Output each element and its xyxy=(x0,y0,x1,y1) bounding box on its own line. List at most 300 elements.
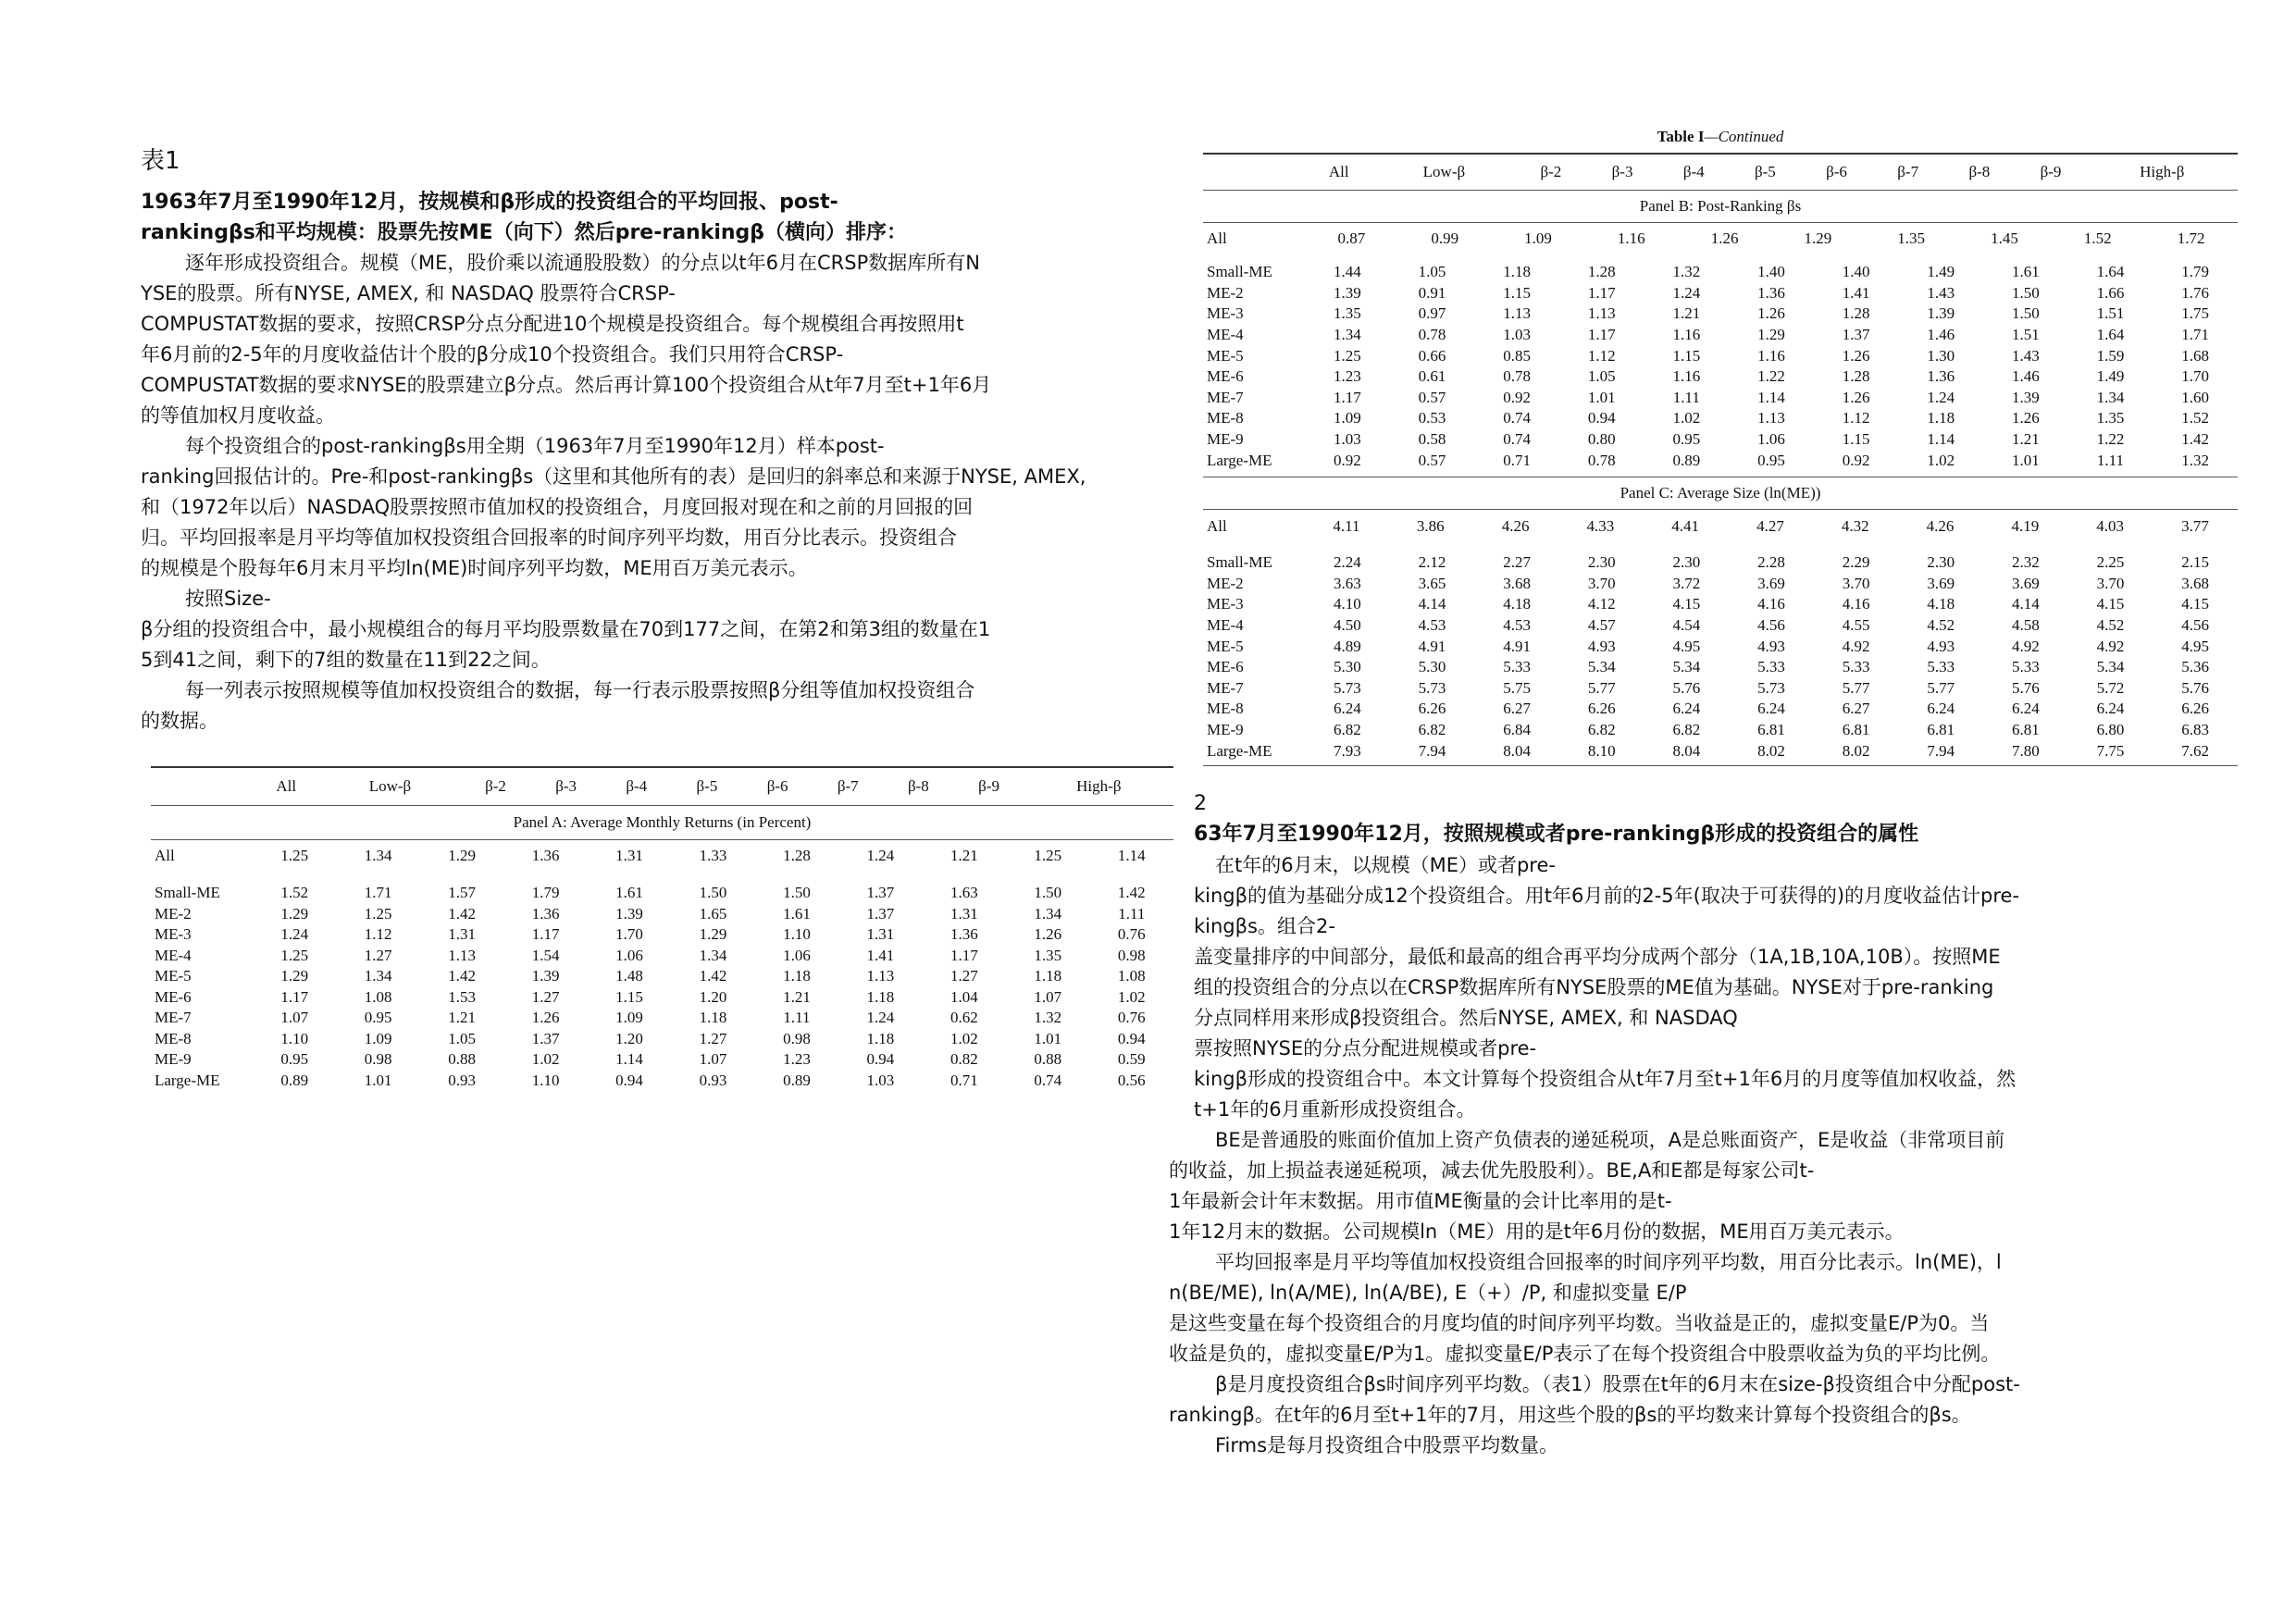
table-cell: 5.33 xyxy=(1757,658,1785,676)
table-cell: 4.95 xyxy=(1672,637,1701,655)
table-cell: 1.09 xyxy=(1333,409,1361,427)
table-cell: 5.33 xyxy=(1927,658,1955,676)
table-cell: 1.39 xyxy=(1927,304,1955,323)
table-cell: 4.55 xyxy=(1842,616,1870,635)
table-cell: 4.91 xyxy=(1418,637,1446,655)
table-cell: 1.26 xyxy=(1842,346,1870,365)
table-cell: 2.30 xyxy=(1587,553,1616,572)
table2-label: 2 xyxy=(1194,792,1207,815)
table-row xyxy=(1203,740,2238,762)
table-cell: 5.33 xyxy=(2011,658,2040,676)
table-cell: 1.04 xyxy=(949,987,978,1006)
column-header: β-8 xyxy=(908,777,929,795)
text-line: 逐年形成投资组合。规模（ME，股价乘以流通股股数）的分点以t年6月在CRSP数据库所有N xyxy=(185,252,980,274)
table-row xyxy=(1203,283,2238,304)
table-cell: 0.94 xyxy=(866,1050,895,1069)
table-cell: 1.26 xyxy=(1710,229,1739,247)
table-cell: 1.24 xyxy=(280,925,309,944)
table-cell: 0.71 xyxy=(949,1071,978,1089)
table-cell: 1.15 xyxy=(1503,283,1531,302)
table-cell: 0.94 xyxy=(615,1071,643,1089)
text-line: 1年12月末的数据。公司规模ln（ME）用的是t年6月份的数据，ME用百万美元表示。 xyxy=(1169,1220,1905,1243)
table-cell: 1.12 xyxy=(364,925,392,944)
table-row xyxy=(1203,408,2238,429)
table-cell: 1.79 xyxy=(2181,263,2209,281)
table-cell: 0.92 xyxy=(1842,451,1870,469)
row-label: ME-3 xyxy=(155,925,192,944)
table-cell: 1.63 xyxy=(949,884,978,902)
table-cell: 0.76 xyxy=(1117,925,1146,944)
table-cell: 1.54 xyxy=(531,946,560,964)
table-cell: 0.57 xyxy=(1418,451,1446,469)
table-cell: 1.50 xyxy=(1034,884,1062,902)
table-cell: 1.39 xyxy=(1333,283,1361,302)
column-header: All xyxy=(1328,163,1349,180)
table-cell: 1.08 xyxy=(1117,967,1146,985)
row-label: ME-2 xyxy=(1207,283,1244,302)
table-cell: 0.74 xyxy=(1034,1071,1062,1089)
column-header: β-9 xyxy=(2040,163,2062,180)
text-line: Firms是每月投资组合中股票平均数量。 xyxy=(1215,1434,1559,1456)
column-header: β-8 xyxy=(1968,163,1991,180)
table-cell: 1.17 xyxy=(949,946,978,964)
table-cell: 5.77 xyxy=(1927,678,1955,697)
table-cell: 1.14 xyxy=(615,1050,643,1069)
table-row xyxy=(1203,429,2238,451)
text-line: 在t年的6月末，以规模（ME）或者pre- xyxy=(1215,854,1556,876)
table-cell: 1.13 xyxy=(866,967,895,985)
table-cell: 1.66 xyxy=(2096,283,2125,302)
text-line: BE是普通股的账面价值加上资产负债表的递延税项，A是总账面资产，E是收益（非常项目前 xyxy=(1215,1129,2005,1151)
row-label: ME-2 xyxy=(1207,574,1244,592)
table-cell: 1.75 xyxy=(2181,304,2209,323)
table-cell: 1.34 xyxy=(364,847,392,864)
table-cell: 5.76 xyxy=(2181,678,2209,697)
table-cell: 6.24 xyxy=(1927,700,1955,718)
table-cell: 5.77 xyxy=(1842,678,1870,697)
table-cell: 1.52 xyxy=(2083,229,2112,247)
table-cell: 1.31 xyxy=(866,925,895,944)
table-cell: 1.64 xyxy=(2096,326,2125,344)
table-cell: 3.65 xyxy=(1418,574,1446,592)
table-cell: 1.02 xyxy=(1117,987,1146,1006)
row-label: Large-ME xyxy=(1207,451,1272,469)
table-cell: 0.74 xyxy=(1503,430,1531,449)
table-cell: 4.57 xyxy=(1587,616,1616,635)
table-cell: 6.24 xyxy=(1757,700,1785,718)
table-row xyxy=(1203,325,2238,346)
table-cell: 1.53 xyxy=(448,987,476,1006)
table-cell: 1.29 xyxy=(280,904,309,923)
row-label: Small-ME xyxy=(155,884,220,902)
table-cell: 1.72 xyxy=(2177,229,2205,247)
table-cell: 1.35 xyxy=(1897,229,1926,247)
table-cell: 1.31 xyxy=(949,904,978,923)
table-cell: 1.06 xyxy=(615,946,643,964)
table-cell: 6.81 xyxy=(1927,720,1955,738)
column-header: β-5 xyxy=(1754,163,1776,180)
table-cell: 1.18 xyxy=(1034,967,1062,985)
row-label: Large-ME xyxy=(1207,741,1272,760)
panel-b-rows-body xyxy=(1203,262,2238,471)
table-cell: 6.26 xyxy=(2181,700,2209,718)
table-cell: 2.30 xyxy=(1927,553,1955,572)
table-cell: 0.61 xyxy=(1418,367,1446,386)
table-title xyxy=(141,187,1159,248)
table-cell: 1.29 xyxy=(1804,229,1832,247)
table-cell: 4.03 xyxy=(2096,516,2125,535)
text-line: COMPUSTAT数据的要求NYSE的股票建立β分点。然后再计算100个投资组合从t年7月至t+1年6月 xyxy=(141,374,992,396)
table-cell: 5.76 xyxy=(2011,678,2040,697)
table-cell: 4.56 xyxy=(1757,616,1785,635)
text-line: 按照Size- xyxy=(185,588,271,610)
table-cell: 5.30 xyxy=(1418,658,1446,676)
title-line: 1963年7月至1990年12月，按规模和β形成的投资组合的平均回报、post- xyxy=(141,191,838,214)
table-cell: 1.36 xyxy=(531,904,560,923)
table-cell: 1.35 xyxy=(1034,946,1062,964)
table-cell: 1.50 xyxy=(2011,283,2040,302)
table-cell: 4.10 xyxy=(1333,595,1361,613)
table-cell: 2.24 xyxy=(1333,553,1361,572)
table-cell: 1.44 xyxy=(1333,263,1361,281)
text-line: 5到41之间，剩下的7组的数量在11到22之间。 xyxy=(141,649,551,671)
table-cell: 1.17 xyxy=(1587,283,1616,302)
row-label: ME-6 xyxy=(1207,658,1244,676)
table-cell: 1.20 xyxy=(615,1029,643,1047)
table-cell: 5.73 xyxy=(1418,678,1446,697)
table-cell: 4.11 xyxy=(1333,516,1360,535)
table-cell: 5.75 xyxy=(1503,678,1531,697)
table-cell: 0.95 xyxy=(364,1009,392,1027)
table-cell: 1.27 xyxy=(364,946,392,964)
table-cell: 4.53 xyxy=(1418,616,1446,635)
table-cell: 2.12 xyxy=(1418,553,1446,572)
table-cell: 1.18 xyxy=(699,1009,727,1027)
table-cell: 4.16 xyxy=(1757,595,1785,613)
table-cell: 1.05 xyxy=(1587,367,1616,386)
table-row xyxy=(151,987,1173,1009)
table-cell: 1.52 xyxy=(2181,409,2209,427)
table-cell: 1.57 xyxy=(448,884,476,902)
table-cell: 1.64 xyxy=(2096,263,2125,281)
table-cell: 6.24 xyxy=(1333,700,1361,718)
table-cell: 1.70 xyxy=(615,925,643,944)
table-cell: 1.13 xyxy=(448,946,476,964)
table-cell: 4.14 xyxy=(2011,595,2040,613)
table-cell: 1.42 xyxy=(699,967,727,985)
table-cell: 1.34 xyxy=(2096,388,2125,406)
table-row xyxy=(1203,450,2238,471)
text-line: 的规模是个股每年6月末月平均ln(ME)时间序列平均数，ME用百万美元表示。 xyxy=(141,557,808,579)
text-line: kingβs。组合2- xyxy=(1194,915,1335,937)
table-cell: 1.15 xyxy=(1842,430,1870,449)
text-line: 每个投资组合的post-rankingβs用全期（1963年7月至1990年12月）样本post- xyxy=(185,435,885,457)
table-cell: 1.10 xyxy=(531,1071,560,1089)
table-cell: 1.23 xyxy=(1333,367,1361,386)
table-cell: 1.49 xyxy=(2096,367,2125,386)
table-cell: 2.25 xyxy=(2096,553,2125,572)
table-row xyxy=(1203,366,2238,388)
table-cell: 3.69 xyxy=(1927,574,1955,592)
table-cell: 1.61 xyxy=(783,904,811,923)
table-row xyxy=(1203,262,2238,283)
table-cell: 7.62 xyxy=(2181,741,2209,760)
table-cell: 1.42 xyxy=(2181,430,2209,449)
table-cell: 1.14 xyxy=(1927,430,1955,449)
table-cell: 0.80 xyxy=(1587,430,1616,449)
row-label: ME-6 xyxy=(155,987,192,1006)
table-cell: 1.34 xyxy=(1034,904,1062,923)
table-cell: 1.10 xyxy=(783,925,811,944)
table-cell: 0.93 xyxy=(699,1071,727,1089)
table-cell: 1.25 xyxy=(280,946,309,964)
table-cell: 1.79 xyxy=(531,884,560,902)
table-cell: 1.01 xyxy=(2011,451,2040,469)
panel-a-title: Panel A: Average Monthly Returns (in Percent) xyxy=(513,813,812,831)
table-cell: 1.24 xyxy=(1672,283,1701,302)
table-cell: 1.22 xyxy=(1757,367,1785,386)
table-cell: 1.29 xyxy=(1757,326,1785,344)
table-cell: 1.26 xyxy=(1842,388,1870,406)
text-line: kingβ形成的投资组合中。本文计算每个投资组合从t年7月至t+1年6月的月度等值加权收益，然 xyxy=(1194,1068,2017,1090)
table-cell: 1.14 xyxy=(1757,388,1785,406)
table-cell: 1.12 xyxy=(1587,346,1616,365)
table-cell: 1.32 xyxy=(1034,1009,1062,1027)
table-cell: 1.17 xyxy=(280,987,309,1006)
table-cell: 4.93 xyxy=(1587,637,1616,655)
table-cell: 1.02 xyxy=(949,1029,978,1047)
text-line: 平均回报率是月平均等值加权投资组合回报率的时间序列平均数，用百分比表示。ln(ME)，l xyxy=(1215,1251,2002,1273)
caption-bold: Table I xyxy=(1657,128,1705,145)
row-label: ME-5 xyxy=(155,967,192,985)
table-row xyxy=(151,946,1173,967)
table-cell: 1.15 xyxy=(1672,346,1701,365)
table-cell: 1.11 xyxy=(783,1009,811,1027)
table-cell: 1.24 xyxy=(866,1009,895,1027)
table-cell: 4.93 xyxy=(1927,637,1955,655)
table-cell: 1.34 xyxy=(364,967,392,985)
text-line: 年6月前的2-5年的月度收益估计个股的β分成10个投资组合。我们只用符合CRSP- xyxy=(141,343,844,365)
panel-a-rows-body xyxy=(151,883,1173,1091)
table-cell: 1.35 xyxy=(2096,409,2125,427)
table-cell: 6.26 xyxy=(1587,700,1616,718)
table-cell: 1.27 xyxy=(699,1029,727,1047)
table-cell: 1.17 xyxy=(1587,326,1616,344)
table-cell: 1.25 xyxy=(1034,847,1062,864)
text-line: 1年最新会计年末数据。用市值ME衡量的会计比率用的是t- xyxy=(1169,1190,1672,1212)
panel-b-all-body xyxy=(1203,223,2238,254)
table-cell: 1.37 xyxy=(866,884,895,902)
caption-italic: —Continued xyxy=(1704,128,1784,145)
row-label: All xyxy=(155,847,175,864)
table-row xyxy=(151,1008,1173,1029)
table-cell: 1.42 xyxy=(1117,884,1146,902)
table-cell: 1.31 xyxy=(448,925,476,944)
table-cell: 5.33 xyxy=(1842,658,1870,676)
table-row xyxy=(1203,552,2238,574)
table-cell: 1.65 xyxy=(699,904,727,923)
table-cell: 2.30 xyxy=(1672,553,1701,572)
table-cell: 4.15 xyxy=(1672,595,1701,613)
table-cell: 1.21 xyxy=(1672,304,1701,323)
table-cell: 1.28 xyxy=(1842,367,1870,386)
table-cell: 4.93 xyxy=(1757,637,1785,655)
table-cell: 4.53 xyxy=(1503,616,1531,635)
table-cell: 1.14 xyxy=(1117,847,1146,864)
table-cell: 6.26 xyxy=(1418,700,1446,718)
table-cell: 0.74 xyxy=(1503,409,1531,427)
table-cell: 1.16 xyxy=(1757,346,1785,365)
table-cell: 1.33 xyxy=(699,847,727,864)
table-cell: 1.29 xyxy=(448,847,476,864)
table-cell: 1.42 xyxy=(448,904,476,923)
table-continued-caption xyxy=(1203,128,2238,146)
row-label: ME-8 xyxy=(155,1029,192,1047)
panel-bc-table xyxy=(1203,153,2238,766)
text-line: 收益是负的，虚拟变量E/P为1。虚拟变量E/P表示了在每个投资组合中股票收益为负的平均比例。 xyxy=(1169,1343,2001,1365)
table-cell: 1.37 xyxy=(1842,326,1870,344)
table-row xyxy=(1203,304,2238,325)
table-cell: 1.02 xyxy=(531,1050,560,1069)
table-cell: 6.24 xyxy=(2096,700,2125,718)
table-cell: 1.13 xyxy=(1587,304,1616,323)
column-header: β-6 xyxy=(1826,163,1847,180)
row-label: ME-5 xyxy=(1207,637,1244,655)
table-row xyxy=(1203,574,2238,595)
table-cell: 2.32 xyxy=(2011,553,2040,572)
table-row xyxy=(151,1029,1173,1050)
table-cell: 3.70 xyxy=(1842,574,1870,592)
table-cell: 4.56 xyxy=(2181,616,2209,635)
text-line: 的等值加权月度收益。 xyxy=(141,404,335,427)
row-label: ME-3 xyxy=(1207,304,1244,323)
table-cell: 1.76 xyxy=(2181,283,2209,302)
table-cell: 7.80 xyxy=(2011,741,2040,760)
table-cell: 1.45 xyxy=(1991,229,2018,247)
column-header: Low-β xyxy=(368,777,412,795)
table-cell: 4.26 xyxy=(1926,516,1955,535)
table-cell: 1.51 xyxy=(2096,304,2125,323)
table-cell: 1.37 xyxy=(531,1029,560,1047)
text-line: t+1年的6月重新形成投资组合。 xyxy=(1194,1098,1476,1121)
table-cell: 1.03 xyxy=(866,1071,895,1089)
table-cell: 1.37 xyxy=(866,904,895,923)
text-line: 的数据。 xyxy=(141,710,218,732)
table-cell: 1.16 xyxy=(1617,229,1645,247)
table-cell: 6.81 xyxy=(1842,720,1870,738)
table-cell: 3.70 xyxy=(1587,574,1616,592)
table-cell: 4.52 xyxy=(1927,616,1955,635)
table-cell: 1.49 xyxy=(1927,263,1955,281)
table-cell: 7.93 xyxy=(1333,741,1361,760)
table-cell: 1.52 xyxy=(280,884,309,902)
table-cell: 7.94 xyxy=(1927,741,1955,760)
table-cell: 1.01 xyxy=(1034,1029,1062,1047)
table-cell: 4.26 xyxy=(1501,516,1530,535)
table-cell: 8.02 xyxy=(1757,741,1785,760)
table-cell: 1.50 xyxy=(2011,304,2040,323)
table-cell: 2.27 xyxy=(1503,553,1531,572)
column-header: β-9 xyxy=(978,777,999,795)
table-cell: 3.69 xyxy=(2011,574,2040,592)
table-row xyxy=(1203,678,2238,700)
table-cell: 1.46 xyxy=(2011,367,2040,386)
table-cell: 0.78 xyxy=(1503,367,1531,386)
table-cell: 0.99 xyxy=(1431,229,1459,247)
table-cell: 1.32 xyxy=(2181,451,2209,469)
table-cell: 4.27 xyxy=(1756,516,1784,535)
table-cell: 3.77 xyxy=(2181,516,2209,535)
table-cell: 0.92 xyxy=(1503,388,1531,406)
table-cell: 1.11 xyxy=(1118,904,1146,923)
table-cell: 0.88 xyxy=(448,1050,476,1069)
column-header: β-4 xyxy=(1682,163,1705,180)
column-header-row xyxy=(1203,155,2238,190)
table-cell: 1.70 xyxy=(2181,367,2209,386)
table-cell: 1.15 xyxy=(615,987,643,1006)
table-cell: 7.94 xyxy=(1418,741,1446,760)
table-cell: 1.06 xyxy=(1757,430,1785,449)
table-cell: 1.05 xyxy=(448,1029,476,1047)
table-cell: 0.89 xyxy=(280,1071,309,1089)
table-cell: 6.82 xyxy=(1418,720,1446,738)
table-cell: 1.29 xyxy=(280,967,309,985)
table-cell: 4.41 xyxy=(1671,516,1700,535)
table-cell: 0.62 xyxy=(949,1009,978,1027)
table-row xyxy=(151,1071,1173,1092)
table-cell: 4.89 xyxy=(1333,637,1361,655)
table-cell: 1.13 xyxy=(1503,304,1531,323)
table-cell: 8.10 xyxy=(1587,741,1616,760)
table-cell: 3.63 xyxy=(1333,574,1361,592)
text-line: kingβ的值为基础分成12个投资组合。用t年6月前的2-5年(取决于可获得的)的月度收益估计pre- xyxy=(1194,885,2020,907)
table-cell: 1.28 xyxy=(783,847,811,864)
table-row xyxy=(151,924,1173,946)
column-header: β-5 xyxy=(696,777,718,795)
table-row xyxy=(1203,345,2238,366)
table-cell: 1.02 xyxy=(1672,409,1701,427)
text-line: 的收益，加上损益表递延税项，减去优先股股利）。BE,A和E都是每家公司t- xyxy=(1169,1159,1815,1182)
table2-title: 63年7月至1990年12月，按照规模或者pre-rankingβ形成的投资组合的属性 xyxy=(1194,823,1919,846)
row-label: Small-ME xyxy=(1207,553,1272,572)
table-cell: 4.15 xyxy=(2096,595,2125,613)
table-cell: 2.28 xyxy=(1757,553,1785,572)
column-header: β-4 xyxy=(626,777,648,795)
table-cell: 5.33 xyxy=(1503,658,1531,676)
table-cell: 5.72 xyxy=(2096,678,2125,697)
table-cell: 1.25 xyxy=(280,847,309,864)
table-cell: 4.50 xyxy=(1333,616,1361,635)
table-cell: 0.95 xyxy=(1757,451,1785,469)
table-cell: 1.30 xyxy=(1927,346,1955,365)
table-row xyxy=(151,1049,1173,1071)
table-cell: 6.27 xyxy=(1842,700,1870,718)
panel-b-title: Panel B: Post-Ranking βs xyxy=(1639,197,1802,215)
row-label: ME-7 xyxy=(155,1009,192,1027)
table-cell: 1.16 xyxy=(1672,367,1701,386)
table-cell: 5.34 xyxy=(1672,658,1701,676)
table-cell: 0.98 xyxy=(1117,946,1146,964)
table-cell: 1.39 xyxy=(531,967,560,985)
table-cell: 6.27 xyxy=(1503,700,1531,718)
table-cell: 4.52 xyxy=(2096,616,2125,635)
table-cell: 1.41 xyxy=(866,946,895,964)
table-cell: 5.30 xyxy=(1333,658,1361,676)
table-cell: 1.59 xyxy=(2096,346,2125,365)
table-cell: 0.98 xyxy=(783,1029,811,1047)
row-label: ME-5 xyxy=(1207,346,1244,365)
table-cell: 4.33 xyxy=(1586,516,1615,535)
